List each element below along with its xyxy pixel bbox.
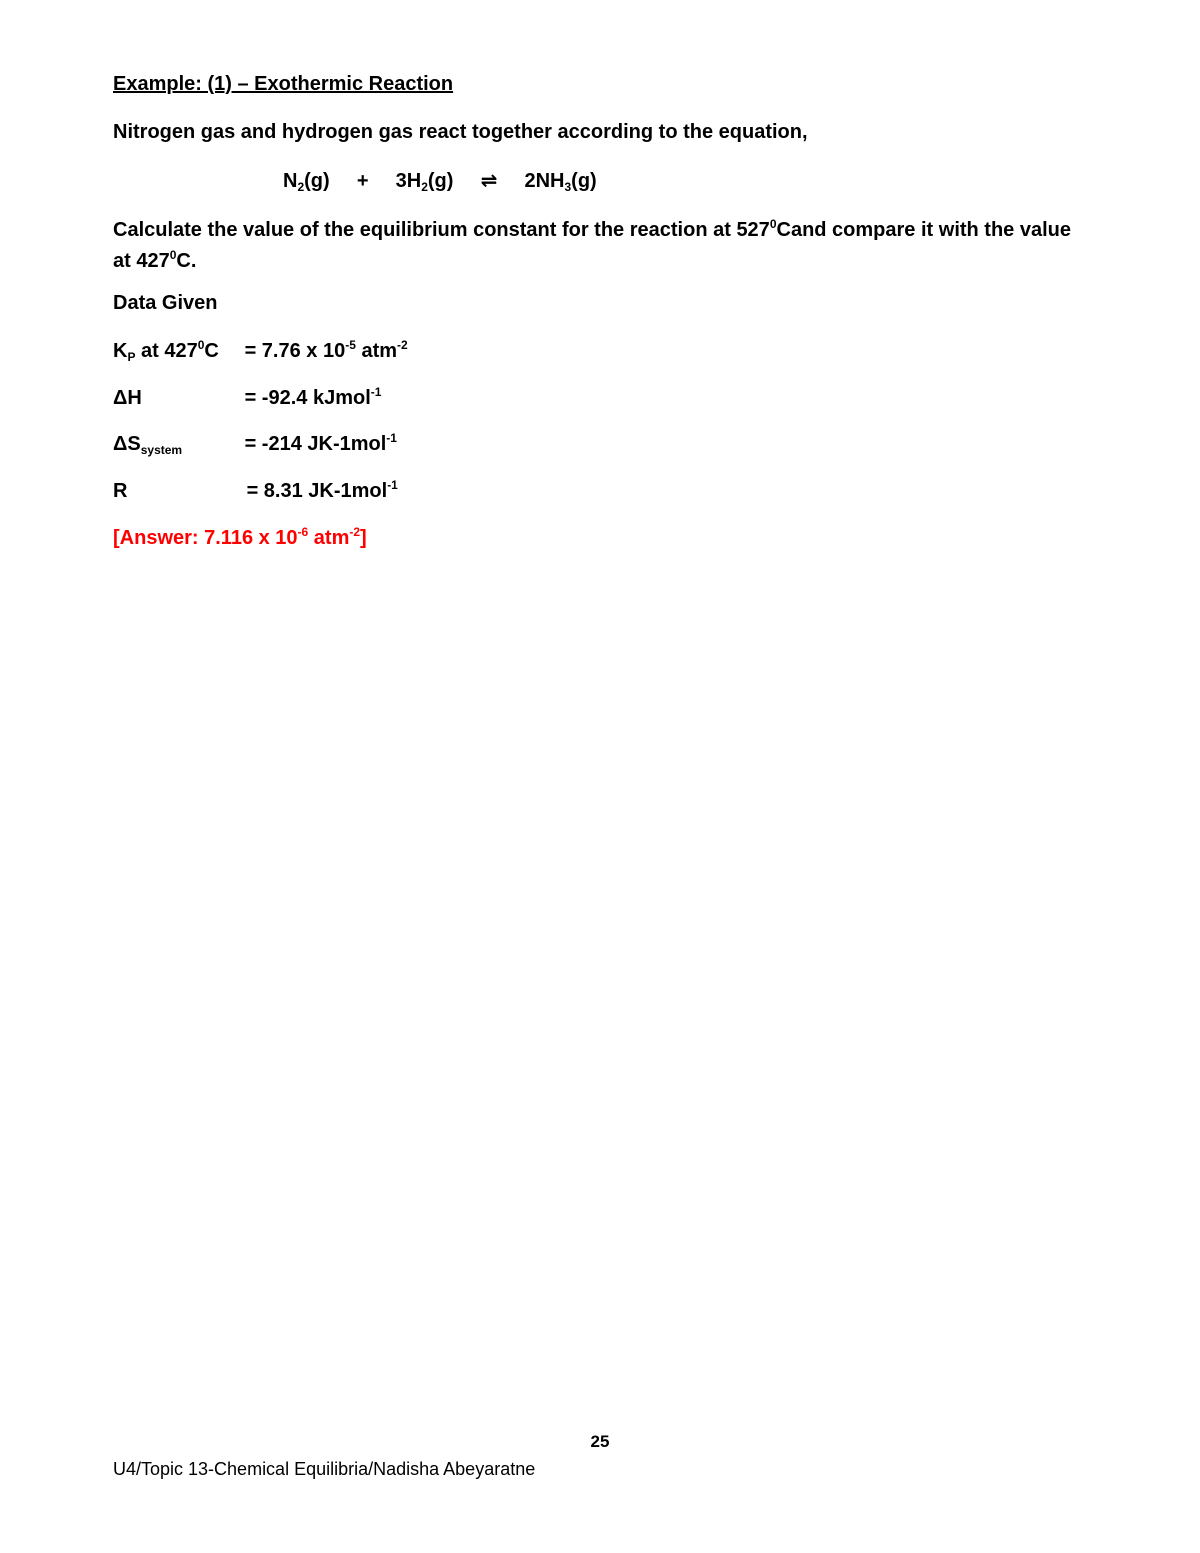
data-row-kp [113,340,408,363]
question-part-3: C. [176,250,197,272]
gas-constant-label: R [113,480,128,502]
ammonia-coefficient: 2NH [524,170,565,192]
ammonia-state: (g) [571,170,597,192]
entropy-value: = -214 JK-1mol$^{-1}$ [244,431,397,455]
nitrogen-state: (g) [304,170,330,192]
enthalpy-label: ΔH [113,387,142,409]
page-footer: U4/Topic 13-Chemical Equilibria/Nadisha Abeyaratne [113,1459,536,1479]
degree-mark-1: 0 [769,217,777,231]
hydrogen-state: (g) [427,170,454,192]
question-text [113,215,1073,277]
question-part-1: Calculate the value of the equilibrium constant for the reaction at 527 [113,219,770,241]
equilibrium-arrow-icon: ⇌ [480,170,498,192]
nitrogen-subscript: 2 [297,180,305,194]
answer-text: [Answer: 7.116 x $10^{-6}$ atm$^{-2}$] [113,525,367,549]
ammonia-subscript: 3 [564,180,572,194]
example-heading: Example: (1) – Exothermic Reaction [113,73,454,95]
kp-value: = 7.76 x $10^{-5}$ atm$^{-2}$ [244,338,408,362]
hydrogen-subscript: 2 [421,180,428,194]
intro-text: Nitrogen gas and hydrogen gas react together according to the equation, [113,121,808,143]
data-row-entropy [113,433,397,456]
gas-constant-value: = 8.31 JK-1mol$^{-1}$ [246,478,398,502]
data-row-enthalpy [113,387,381,410]
degree-mark-2: 0 [169,248,177,262]
hydrogen-coefficient: 3H [395,170,422,192]
plus-sign: + [356,170,369,192]
data-given-title: Data Given [113,292,218,314]
entropy-label: $\Delta S_{system}$ [113,433,183,457]
chemical-equation [283,168,597,193]
data-row-gas-constant [113,480,398,503]
question-part-2: Cand compare it with the value at 427 [113,219,1072,272]
enthalpy-value: = -92.4 kJmol$^{-1}$ [244,385,382,409]
kp-label: $K_P$ at $427^0C$ [113,338,219,364]
nitrogen-symbol: N [283,170,298,192]
page-number: 25 [590,1432,610,1451]
